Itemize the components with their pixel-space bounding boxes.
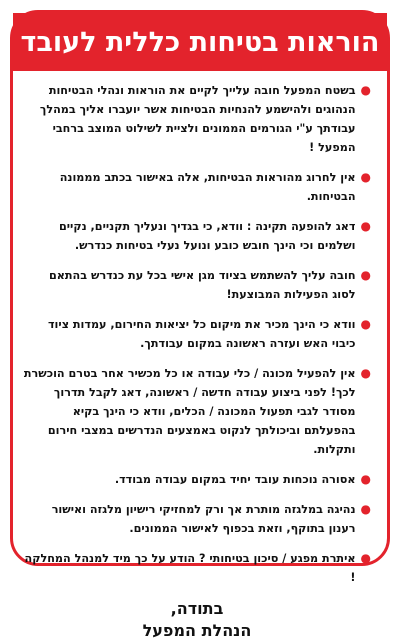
instruction-text: דאג להופעה תקינה : וודא, כי בגדיך ונעליך תקניים, נקיים ושלמים וכי הינך חובש כובע ונועל נעלי בטיחות כנדרש. (58, 220, 356, 252)
instruction-text: וודא כי הינך מכיר את מיקום כל יציאות החירום, עמדות ציוד כיבוי האש ועזרה ראשונה במקום עבודתך. (47, 318, 356, 350)
bullet-icon: ● (360, 502, 371, 516)
signature-block (23, 598, 371, 642)
instruction-text: איתרת מפגע / סיכון בטיחותי ? הודע על כך מיד למנהל המחלקה ! (24, 552, 356, 584)
instruction-item (23, 470, 371, 489)
bullet-icon: ● (360, 219, 371, 233)
bullet-icon: ● (360, 551, 371, 565)
instruction-text: אין לחרוג מהוראות הבטיחות, אלה באישור בכתב מממונה הבטיחות. (59, 171, 356, 203)
bullet-icon: ● (360, 268, 371, 282)
bullet-icon: ● (360, 83, 371, 97)
bullet-icon: ● (360, 472, 371, 486)
bullet-icon: ● (360, 317, 371, 331)
signature-management: הנהלת המפעל (142, 621, 252, 640)
instruction-text: בשטח המפעל חובה עלייך לקיים את הוראות ונהלי הבטיחות הנהוגים ולהישמע להנחיות הבטיחות אשר יועברו אליך במהלך עבודתך ע"י הגורמים הממונים ולציית לשילוט המוצב ברחבי המפעל ! (39, 84, 356, 154)
safety-sign (10, 10, 390, 640)
instruction-text: אסורה נוכחות עובד יחיד במקום עבודה מבודד. (114, 473, 356, 486)
instruction-item (23, 549, 371, 587)
instruction-item (23, 168, 371, 206)
instruction-item (23, 81, 371, 157)
sign-title: הוראות בטיחות כללית לעובד (20, 26, 380, 58)
instruction-text: חובה עליך להשתמש בציוד מגן אישי בכל עת כנדרש בהתאם לסוג הפעילות המבוצעת! (48, 269, 356, 301)
instruction-item (23, 266, 371, 304)
bullet-icon: ● (360, 366, 371, 380)
bullet-icon: ● (360, 170, 371, 184)
instruction-item (23, 217, 371, 255)
instruction-item (23, 500, 371, 538)
signature-thanks: בתודה, (170, 599, 224, 618)
instructions-list (13, 71, 387, 642)
instruction-item (23, 315, 371, 353)
sign-header (13, 13, 387, 71)
instruction-text: נהיגה במלגזה מותרת אך ורק למחזיקי רישיון מלגזה ואישור רענון בתוקף, וזאת בכפוף לאישור הממונים. (51, 503, 356, 535)
instruction-text: אין להפעיל מכונה / כלי עבודה או כל מכשיר אחר בטרם הוכשרת לכך! לפני ביצוע עבודה חדשה / ראשונה, דאג לקבל תדרוך מסודר לגבי תפעול המכונה / הכלים, וודא כי הינך בקיא בהפעלתם וביכולתך לנקוט באמצעים הנדרשים במצבי חירום ותקלות. (23, 367, 356, 456)
instruction-item (23, 364, 371, 459)
